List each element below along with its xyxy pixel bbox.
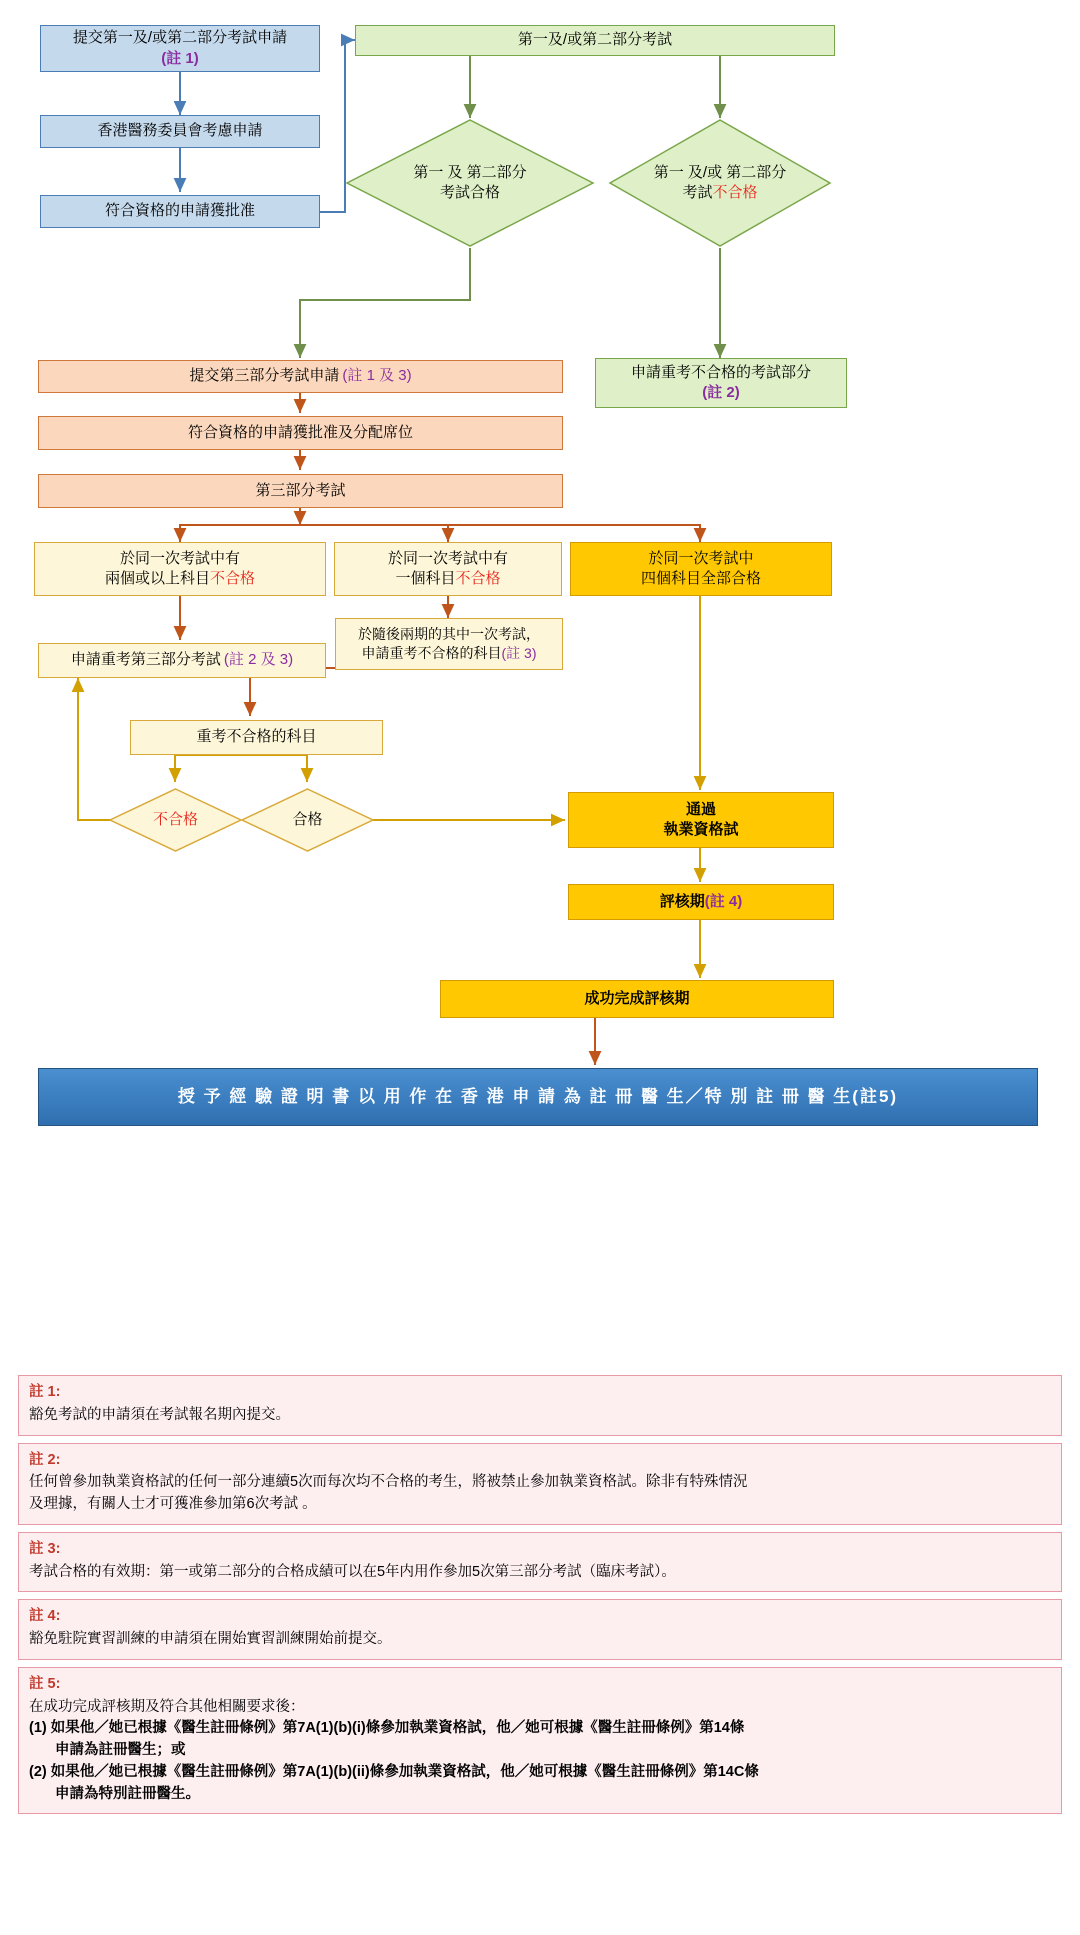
node-retake-part3 [38,643,326,678]
note-4 [18,1599,1062,1660]
note-1 [18,1375,1062,1436]
node-approved-seat-label: 符合資格的申請獲批准及分配席位 [187,423,413,441]
node-apply-part12-note: (註 1) [161,49,199,67]
node-two-or-more-fail-line2: 兩個或以上科目不合格 [104,570,256,587]
note-5-line-5: 申請為特別註冊醫生。 [55,1785,200,1802]
node-pass-licensing-exam [568,792,834,848]
note-5 [18,1667,1062,1815]
node-pass-result-label: 合格 [292,810,323,828]
note-5-line-4: (2) 如果他／她已根據《醫生註冊條例》第7A(1)(b)(ii)條參加執業資格試，他／她可根據《醫生註冊條例》第14C條 [29,1763,759,1780]
node-reapply-failed-part-note: (註 2) [702,384,740,401]
note-2-title: 註 2: [29,1451,61,1468]
node-assessment-period-note: (註 4) [704,892,743,910]
node-exam-part3-label: 第三部分考試 [255,481,346,499]
node-apply-part3-label: 提交第三部分考試申請 [189,367,340,385]
note-3-line-1: 考試合格的有效期：第一或第二部分的合格成績可以在5年内用作參加5次第三部分考試（臨床考試）。 [29,1563,676,1580]
note-4-title: 註 4: [29,1608,61,1625]
note-3 [18,1532,1062,1593]
note-5-title: 註 5: [29,1675,61,1692]
node-pass-part12-line1: 第一 及 第二部分 [413,163,527,181]
note-3-title: 註 3: [29,1540,61,1557]
node-one-fail-line2: 一個科目不合格 [395,570,501,587]
node-retake-failed-subject [130,720,383,755]
node-assessment-period [568,884,834,920]
node-certificate [38,1068,1038,1126]
node-two-or-more-fail [34,542,326,596]
node-exam-part12 [355,25,835,56]
node-reapply-failed-part-label: 申請重考不合格的考試部分 [630,363,811,381]
node-assessment-period-label: 評核期 [659,892,705,910]
node-fail-result [108,787,243,853]
node-complete-assessment [440,980,834,1018]
node-retake-failed-subject-label: 重考不合格的科目 [196,728,317,746]
node-apply-part12 [40,25,320,72]
note-2-line-1: 任何曾參加執業資格試的任何一部分連續5次而每次均不合格的考生，將被禁止參加執業資格試。除非有特殊情況 [29,1474,748,1491]
note-5-line-2: (1) 如果他／她已根據《醫生註冊條例》第7A(1)(b)(i)條參加執業資格試，他／她可根據《醫生註冊條例》第14條 [29,1720,745,1737]
node-pass-part12 [345,118,595,248]
node-exam-part12-label: 第一及/或第二部分考試 [517,31,673,49]
node-eligible-approved-label: 符合資格的申請獲批准 [104,202,255,220]
node-apply-part12-label: 提交第一及/或第二部分考試申請 [72,29,288,47]
node-pass-licensing-exam-line1: 通過 [685,800,716,818]
node-pass-part12-line2b: 合格 [470,184,501,201]
node-fail-part12-label [608,118,832,248]
node-one-fail-line1: 於同一次考試中有 [387,549,508,567]
node-apply-part3-note: (註 1 及 3) [342,367,412,385]
node-pass-part12-label [345,118,595,248]
node-apply-part3 [38,360,563,393]
note-2-line-2: 及理據，有關人士才可獲准參加第6次考試 。 [29,1496,317,1512]
node-one-fail [334,542,562,596]
node-retake-part3-label: 申請重考第三部分考試 [70,651,221,669]
node-pass-part12-line2a: 考試 [439,184,470,201]
node-certificate-label: 授 予 經 驗 證 明 書 以 用 作 在 香 港 申 請 為 註 冊 醫 生／特 別 註 冊 醫 生 [177,1086,853,1106]
node-fail-part12-line2b: 不合格 [712,184,758,201]
note-1-line-1: 豁免考試的申請須在考試報名期內提交。 [29,1406,290,1423]
node-two-or-more-fail-line1: 於同一次考試中有 [119,549,240,567]
node-council-consider [40,115,320,148]
note-5-line-1: 在成功完成評核期及符合其他相關要求後： [29,1698,305,1715]
node-reapply-failed-part [595,358,847,408]
node-retake-failed-subjects-next [335,618,563,670]
node-retake-subject-line2: 申請重考不合格的科目(註 3) [361,645,537,661]
node-fail-part12 [608,118,832,248]
note-5-line-3: 申請為註冊醫生；或 [55,1742,186,1758]
notes-section [18,1375,1062,1821]
node-exam-part3 [38,474,563,508]
node-fail-part12-line1: 第一 及/或 第二部分 [653,163,787,181]
note-1-title: 註 1: [29,1384,61,1400]
node-complete-assessment-label: 成功完成評核期 [584,989,690,1007]
node-all-pass [570,542,832,596]
node-pass-result [240,787,375,853]
node-all-pass-line1: 於同一次考試中 [648,549,754,567]
node-fail-part12-line2a: 考試 [682,184,713,201]
node-all-pass-line2: 四個科目全部合格 [640,570,762,587]
node-retake-subject-line1: 於隨後兩期的其中一次考試， [358,626,540,643]
node-pass-licensing-exam-line2: 執業資格試 [663,821,739,838]
node-council-consider-label: 香港醫務委員會考慮申請 [97,122,263,140]
node-certificate-note: (註5) [852,1086,899,1106]
node-approved-seat [38,416,563,450]
note-2 [18,1443,1062,1525]
node-fail-result-label: 不合格 [152,810,198,828]
node-retake-part3-note: (註 2 及 3) [223,651,294,669]
node-eligible-approved [40,195,320,228]
note-4-line-1: 豁免駐院實習訓練的申請須在開始實習訓練開始前提交。 [29,1631,392,1647]
